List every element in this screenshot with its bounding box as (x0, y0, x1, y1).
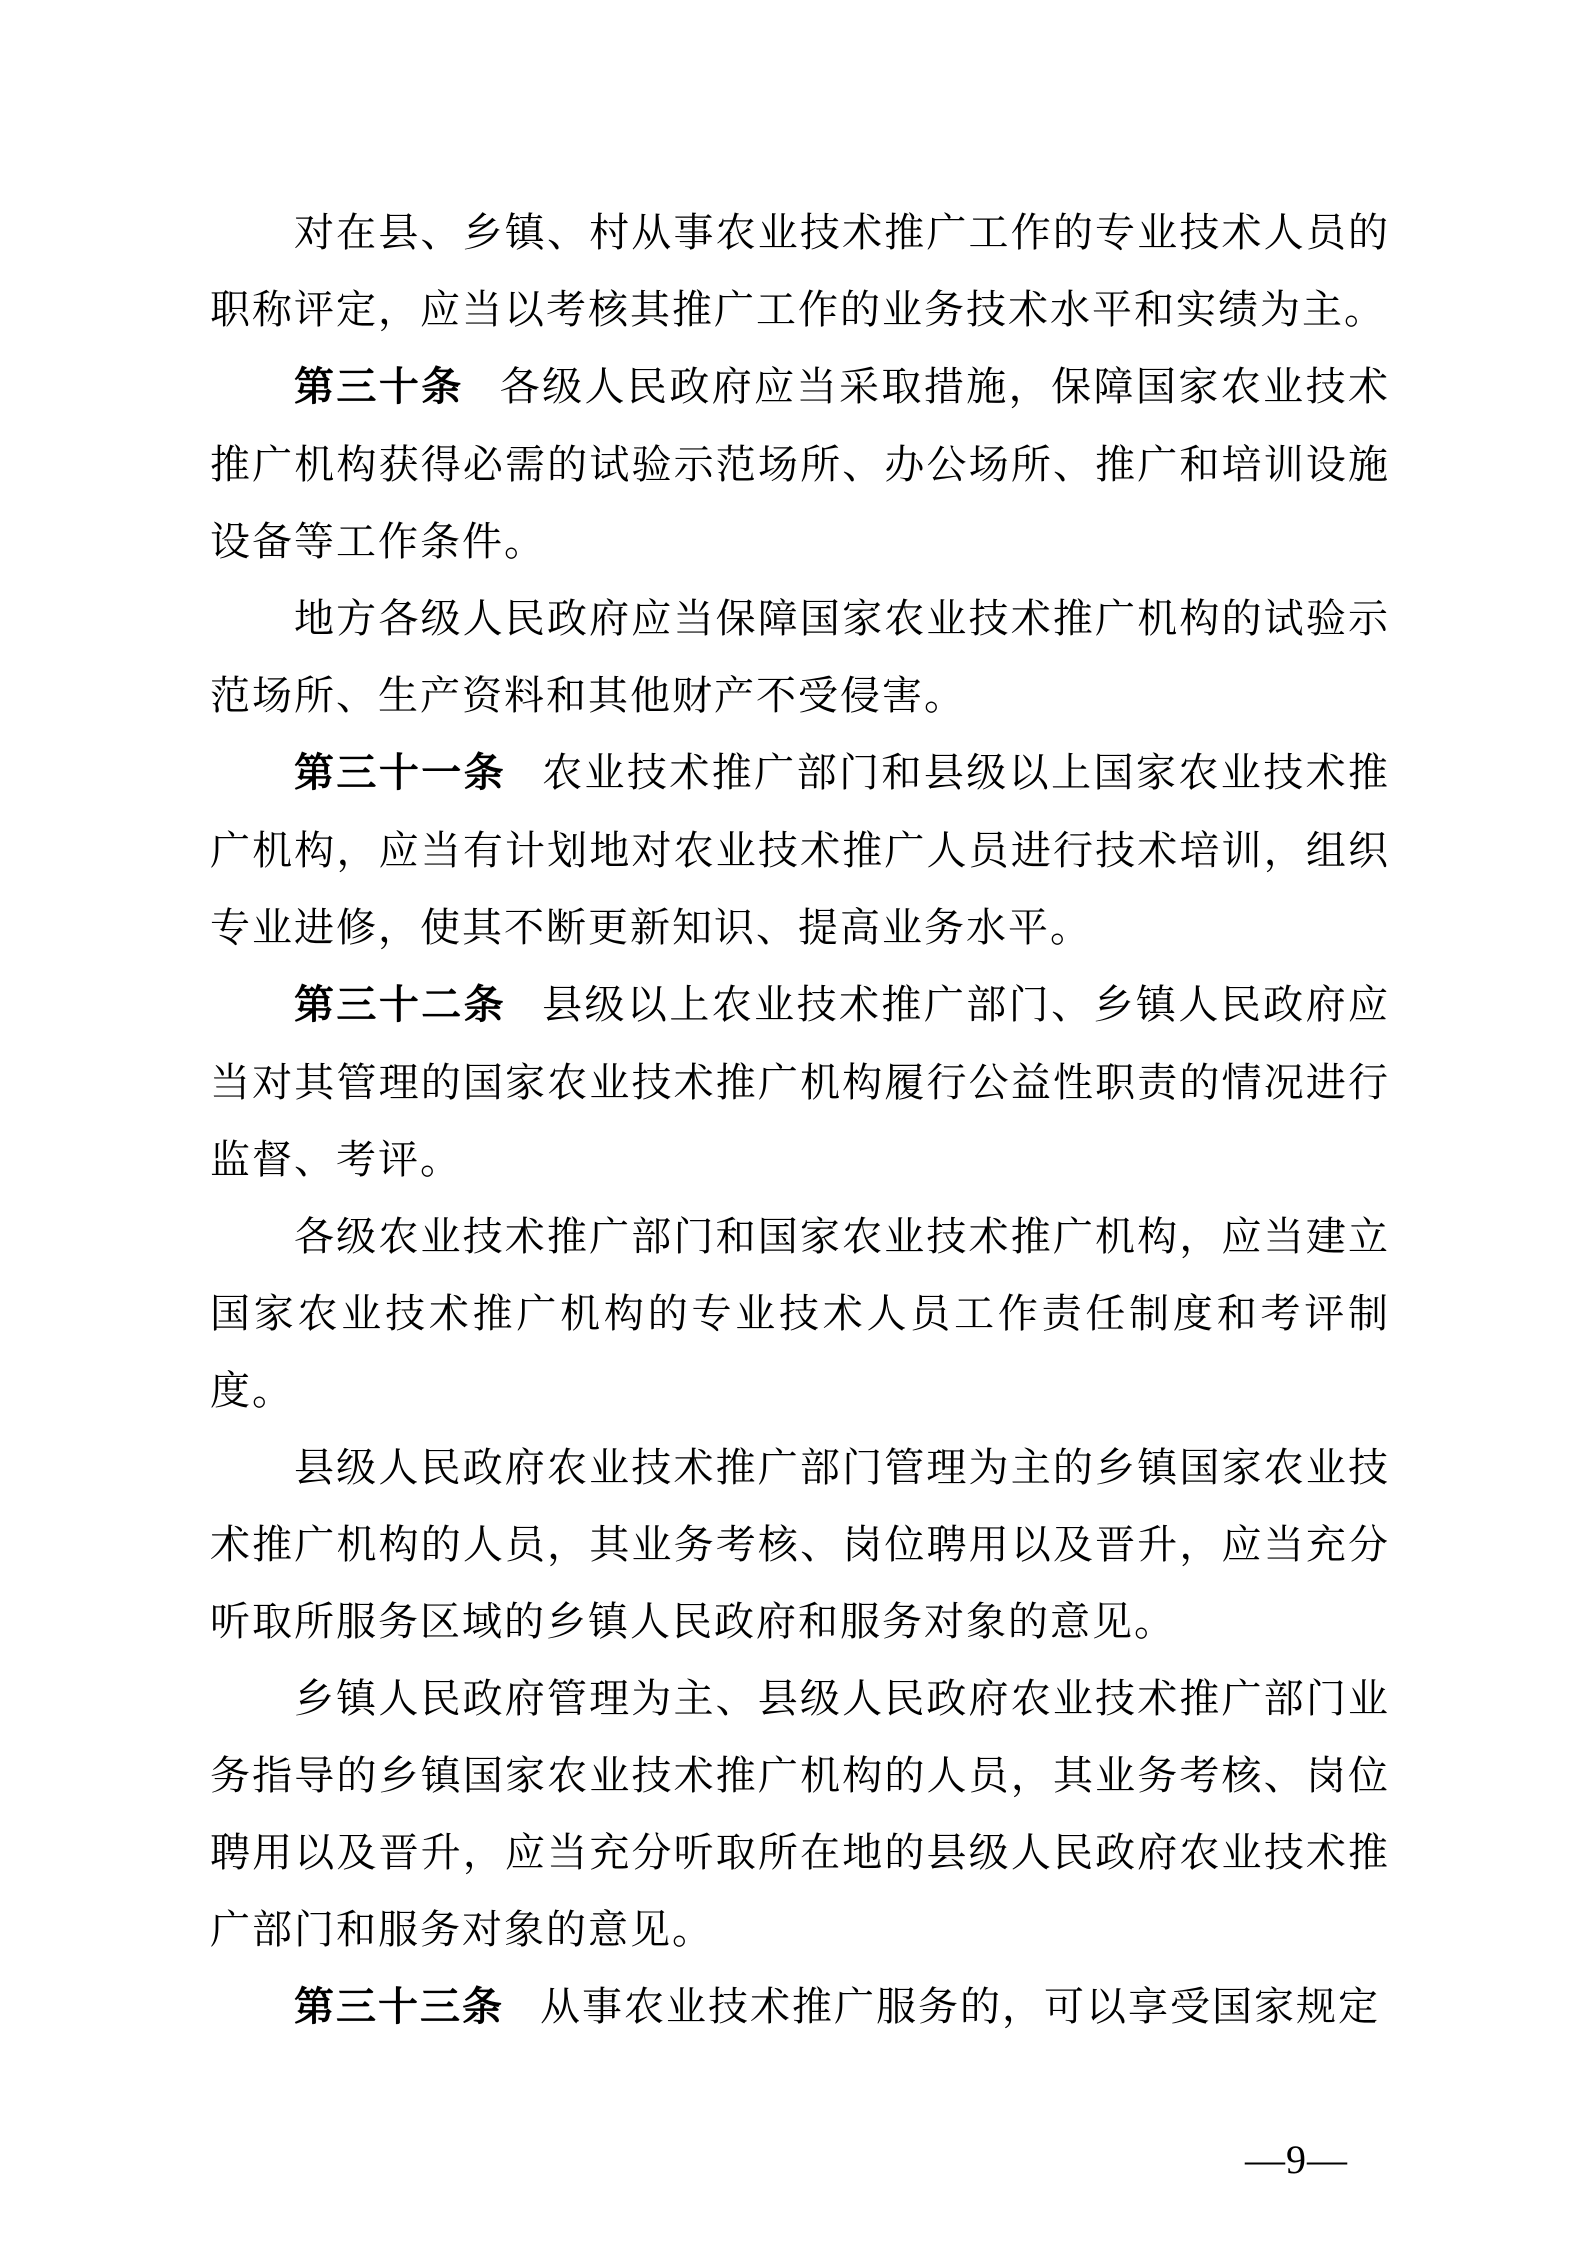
article-number: 第三十三条 (294, 1985, 504, 2029)
paragraph (210, 580, 1390, 734)
paragraph (210, 194, 1390, 348)
paragraph (210, 966, 1390, 1198)
paragraph (210, 1968, 1390, 2046)
paragraph-text: 对在县、乡镇、村从事农业技术推广工作的专业技术人员的职称评定，应当以考核其推广工作的业务技术水平和实绩为主。 (210, 210, 1390, 332)
paragraph (210, 1660, 1390, 1968)
paragraph-text: 各级农业技术推广部门和国家农业技术推广机构，应当建立国家农业技术推广机构的专业技术人员工作责任制度和考评制度。 (210, 1214, 1390, 1413)
paragraph-text: 乡镇人民政府管理为主、县级人民政府农业技术推广部门业务指导的乡镇国家农业技术推广机构的人员，其业务考核、岗位聘用以及晋升，应当充分听取所在地的县级人民政府农业技术推广部门和服务对象的意见。 (210, 1676, 1390, 1952)
page-number: —9— (1245, 2137, 1348, 2182)
paragraph (210, 348, 1390, 580)
document-body (210, 194, 1390, 2046)
paragraph (210, 1429, 1390, 1660)
paragraph-text: 各级人民政府应当采取措施，保障国家农业技术推广机构获得必需的试验示范场所、办公场所、推广和培训设施设备等工作条件。 (210, 364, 1391, 564)
paragraph-text: 县级以上农业技术推广部门、乡镇人民政府应当对其管理的国家农业技术推广机构履行公益性职责的情况进行监督、考评。 (210, 982, 1391, 1182)
article-number: 第三十条 (294, 365, 464, 409)
paragraph-text: 地方各级人民政府应当保障国家农业技术推广机构的试验示范场所、生产资料和其他财产不受侵害。 (210, 596, 1390, 718)
paragraph (210, 734, 1390, 966)
paragraph (210, 1198, 1390, 1429)
paragraph-text: 县级人民政府农业技术推广部门管理为主的乡镇国家农业技术推广机构的人员，其业务考核、岗位聘用以及晋升，应当充分听取所服务区域的乡镇人民政府和服务对象的意见。 (210, 1445, 1390, 1644)
article-number: 第三十二条 (294, 983, 507, 1027)
paragraph-text: 从事农业技术推广服务的，可以享受国家规定 (540, 1984, 1380, 2029)
paragraph-text: 农业技术推广部门和县级以上国家农业技术推广机构，应当有计划地对农业技术推广人员进行技术培训，组织专业进修，使其不断更新知识、提高业务水平。 (210, 750, 1391, 950)
article-number: 第三十一条 (294, 751, 507, 795)
